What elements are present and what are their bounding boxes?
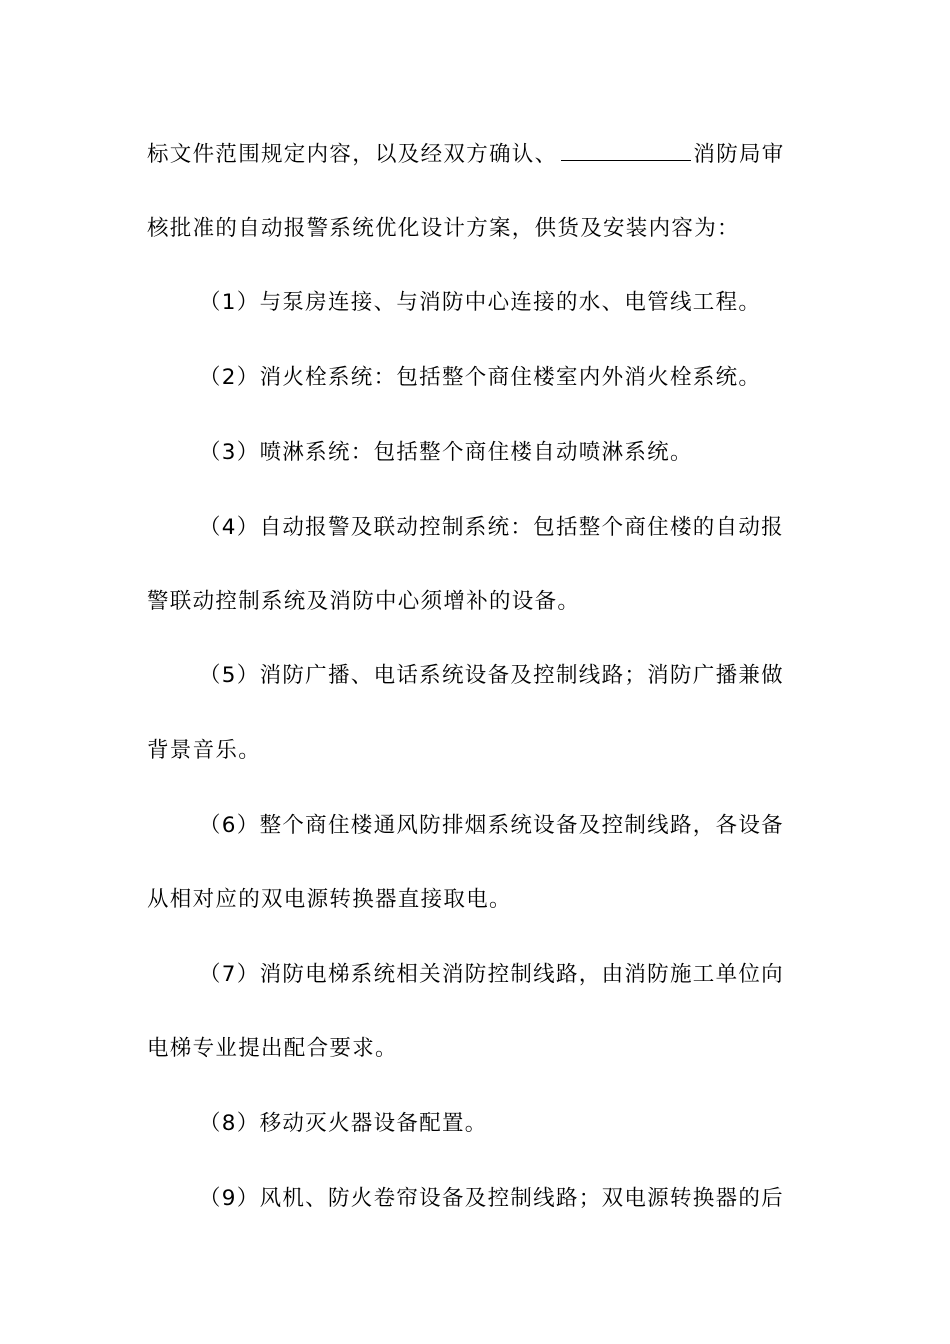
list-item-6-continuation: 从相对应的双电源转换器直接取电。 <box>147 887 512 912</box>
list-item-4: （4）自动报警及联动控制系统：包括整个商住楼的自动报 <box>199 515 784 540</box>
list-item-5-continuation: 背景音乐。 <box>147 738 262 763</box>
list-item-9: （9）风机、防火卷帘设备及控制线路；双电源转换器的后 <box>199 1186 784 1211</box>
list-item-3: （3）喷淋系统：包括整个商住楼自动喷淋系统。 <box>199 440 693 465</box>
paragraph-line <box>0 135 950 175</box>
list-item-4-continuation: 警联动控制系统及消防中心须增补的设备。 <box>147 589 581 614</box>
list-item-2: （2）消火栓系统：包括整个商住楼室内外消火栓系统。 <box>199 365 762 390</box>
list-item-6: （6）整个商住楼通风防排烟系统设备及控制线路，各设备 <box>199 813 784 838</box>
list-item-7: （7）消防电梯系统相关消防控制线路，由消防施工单位向 <box>199 962 784 987</box>
paragraph-line: 核批准的自动报警系统优化设计方案，供货及安装内容为： <box>147 216 740 241</box>
list-item-1: （1）与泵房连接、与消防中心连接的水、电管线工程。 <box>199 290 762 315</box>
list-item-8: （8）移动灭火器设备配置。 <box>199 1111 488 1136</box>
fill-in-blank <box>561 140 691 161</box>
line-text: 标文件范围规定内容，以及经双方确认、 <box>147 142 558 167</box>
line-text: 消防局审 <box>693 142 785 167</box>
list-item-7-continuation: 电梯专业提出配合要求。 <box>147 1036 398 1061</box>
list-item-5: （5）消防广播、电话系统设备及控制线路；消防广播兼做 <box>199 663 784 688</box>
